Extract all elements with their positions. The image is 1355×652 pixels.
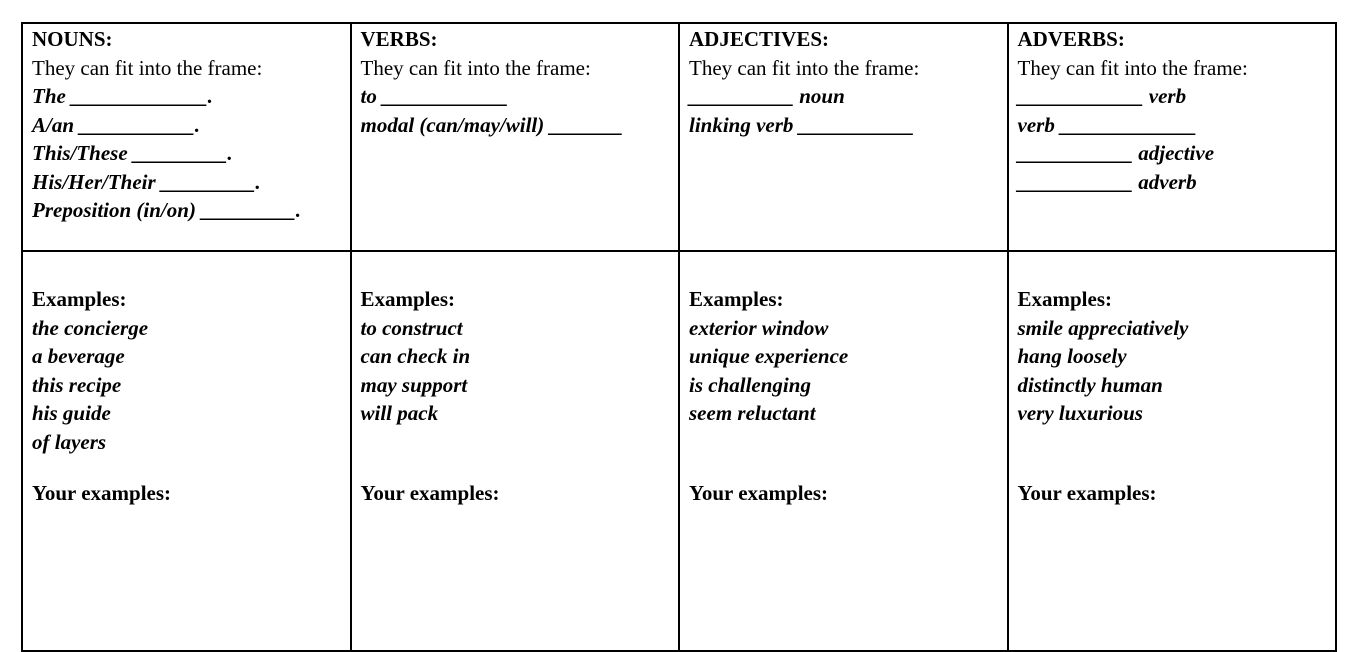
example-line: to construct [360, 315, 463, 340]
frame-line: This/These _________. [32, 141, 233, 165]
nouns-your-examples-label: Your examples: [32, 480, 172, 505]
frame-line: ____________ verb [1017, 84, 1187, 108]
nouns-subtitle: They can fit into the frame: [32, 55, 263, 80]
examples-row [22, 251, 1336, 651]
verbs-frames-cell [351, 23, 680, 251]
verbs-subtitle: They can fit into the frame: [360, 55, 591, 80]
verbs-examples-cell [351, 251, 680, 651]
adverbs-examples-cell [1008, 251, 1337, 651]
nouns-frame-lines [32, 82, 342, 225]
adverbs-frame-lines [1018, 82, 1328, 196]
example-line: distinctly human [1017, 372, 1163, 397]
frames-row [22, 23, 1336, 251]
adverbs-examples-list [1018, 314, 1328, 479]
adjectives-examples-cell [679, 251, 1008, 651]
example-line: of layers [32, 429, 107, 454]
adjectives-examples-list [689, 314, 999, 479]
verbs-your-examples-label: Your examples: [360, 480, 500, 505]
verbs-frame-lines [361, 82, 671, 139]
frame-line: His/Her/Their _________. [32, 169, 261, 194]
example-line: will pack [360, 401, 439, 425]
frame-line: to ____________ [360, 84, 509, 108]
adjectives-frame-lines [689, 82, 999, 139]
frame-line: ___________ adverb [1017, 169, 1197, 194]
example-line: a beverage [32, 344, 125, 368]
verbs-title: VERBS: [360, 27, 438, 51]
frame-line: Preposition (in/on) _________. [32, 198, 301, 222]
nouns-examples-label: Examples: [32, 287, 127, 311]
frame-line: verb _____________ [1017, 112, 1197, 137]
example-line: hang loosely [1017, 344, 1127, 368]
example-line: very luxurious [1017, 401, 1143, 425]
adjectives-your-examples-label: Your examples: [689, 480, 829, 505]
adverbs-frames-cell [1008, 23, 1337, 251]
adjectives-subtitle: They can fit into the frame: [689, 55, 920, 80]
adverbs-your-examples-label: Your examples: [1017, 480, 1157, 505]
example-line: smile appreciatively [1017, 315, 1189, 340]
frame-line: A/an ___________. [32, 112, 201, 137]
adjectives-examples-label: Examples: [689, 287, 784, 311]
frame-line: __________ noun [689, 84, 845, 108]
example-line: can check in [360, 344, 471, 368]
example-line: the concierge [32, 315, 149, 340]
grammar-worksheet-table [21, 22, 1337, 652]
nouns-examples-list [32, 314, 342, 479]
example-line: this recipe [32, 372, 122, 397]
adverbs-examples-label: Examples: [1017, 287, 1112, 311]
example-line: seem reluctant [689, 401, 816, 425]
adverbs-subtitle: They can fit into the frame: [1017, 55, 1248, 80]
adjectives-title: ADJECTIVES: [689, 27, 830, 51]
frame-line: ___________ adjective [1017, 141, 1215, 165]
frame-line: The _____________. [32, 84, 213, 108]
nouns-frames-cell [22, 23, 351, 251]
verbs-examples-label: Examples: [360, 287, 455, 311]
example-line: may support [360, 372, 468, 397]
adverbs-title: ADVERBS: [1017, 27, 1125, 51]
example-line: exterior window [689, 315, 829, 340]
example-line: unique experience [689, 344, 849, 368]
example-line: his guide [32, 401, 111, 425]
adjectives-frames-cell [679, 23, 1008, 251]
example-line: is challenging [689, 372, 811, 397]
nouns-title: NOUNS: [32, 27, 113, 51]
frame-line: modal (can/may/will) _______ [360, 112, 623, 137]
verbs-examples-list [361, 314, 671, 479]
frame-line: linking verb ___________ [689, 112, 915, 137]
nouns-examples-cell [22, 251, 351, 651]
